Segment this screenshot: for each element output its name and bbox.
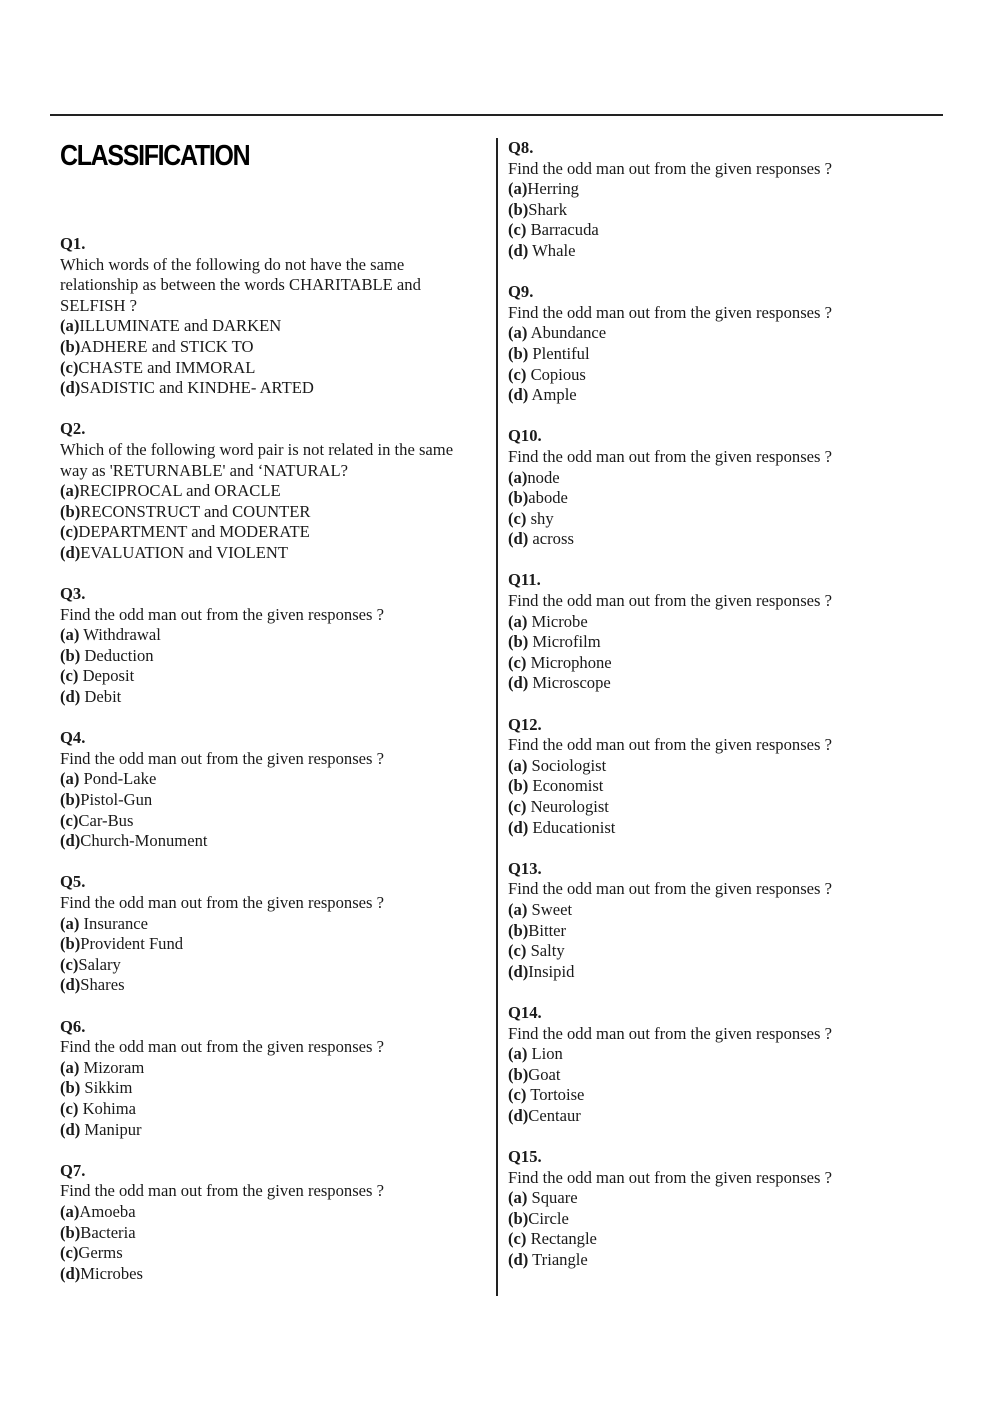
option-label: (b) (60, 790, 81, 810)
answer-option (60, 337, 480, 358)
option-label: (b) (60, 1222, 81, 1242)
option-text: Plentiful (528, 343, 590, 363)
option-label: (a) (60, 769, 80, 789)
option-text: Church-Monument (80, 831, 208, 851)
question-number: Q11. (508, 570, 541, 590)
question-text: Find the odd man out from the given responses ? (508, 1167, 832, 1187)
option-label: (a) (60, 481, 80, 501)
option-text: Copious (526, 364, 586, 384)
option-text: Pond-Lake (79, 769, 157, 789)
answer-option (508, 529, 928, 550)
option-label: (c) (508, 941, 527, 961)
answer-option (508, 756, 928, 777)
option-label: (a) (508, 179, 528, 199)
option-label: (c) (508, 220, 527, 240)
option-text: Deposit (78, 666, 135, 686)
option-text: Provident Fund (80, 934, 184, 954)
question-text: Find the odd man out from the given responses ? (508, 1023, 832, 1043)
option-text: Salary (78, 954, 121, 974)
option-text: RECONSTRUCT and COUNTER (80, 501, 311, 521)
right-column (508, 138, 928, 1291)
option-label: (d) (60, 542, 81, 562)
question-block (60, 419, 480, 563)
question-number: Q14. (508, 1002, 542, 1022)
option-text: Mizoram (79, 1057, 145, 1077)
option-text: Bacteria (80, 1222, 136, 1242)
answer-option (60, 625, 480, 646)
answer-option (508, 818, 928, 839)
option-label: (b) (60, 1078, 81, 1098)
option-text: EVALUATION and VIOLENT (80, 542, 288, 562)
question-block (508, 426, 928, 550)
option-text: Withdrawal (79, 625, 161, 645)
option-label: (d) (508, 817, 529, 837)
option-text: shy (526, 508, 554, 528)
option-text: Shares (80, 975, 125, 995)
option-label: (d) (60, 975, 81, 995)
option-label: (b) (508, 343, 529, 363)
option-label: (a) (508, 323, 528, 343)
option-label: (d) (60, 687, 81, 707)
option-text: Barracuda (526, 220, 599, 240)
answer-option (60, 831, 480, 852)
answer-option (60, 1223, 480, 1244)
answer-option (60, 481, 480, 502)
answer-option (508, 488, 928, 509)
option-label: (d) (60, 1119, 81, 1139)
answer-option (508, 797, 928, 818)
option-label: (c) (508, 652, 527, 672)
answer-option (508, 1209, 928, 1230)
option-label: (d) (508, 1250, 529, 1270)
answer-option (60, 687, 480, 708)
answer-option (60, 914, 480, 935)
question-block (508, 1003, 928, 1127)
answer-option (508, 612, 928, 633)
answer-option (60, 1078, 480, 1099)
question-block (508, 715, 928, 839)
option-label: (b) (508, 199, 529, 219)
option-text: ILLUMINATE and DARKEN (79, 316, 282, 336)
option-label: (a) (60, 1057, 80, 1077)
option-label: (c) (508, 1229, 527, 1249)
option-text: RECIPROCAL and ORACLE (79, 481, 281, 501)
question-number: Q1. (60, 234, 86, 253)
question-block (508, 282, 928, 406)
answer-option (508, 1250, 928, 1271)
option-text: ADHERE and STICK TO (80, 336, 254, 356)
option-label: (a) (60, 316, 80, 336)
question-text: Find the odd man out from the given responses ? (508, 158, 832, 178)
option-text: Bitter (528, 920, 567, 940)
option-text: across (528, 529, 574, 549)
answer-option (508, 509, 928, 530)
option-text: Debit (80, 687, 122, 707)
option-text: Microfilm (528, 632, 601, 652)
answer-option (508, 241, 928, 262)
option-text: Rectangle (526, 1229, 597, 1249)
option-label: (c) (508, 797, 527, 816)
option-text: Kohima (78, 1098, 137, 1118)
answer-option (60, 666, 480, 687)
option-label: (c) (60, 522, 79, 542)
answer-option (60, 769, 480, 790)
answer-option (60, 1120, 480, 1141)
question-block (60, 234, 480, 399)
option-label: (a) (508, 611, 528, 631)
option-text: Circle (528, 1208, 569, 1228)
question-text: Find the odd man out from the given responses ? (60, 1181, 384, 1201)
question-number: Q6. (60, 1016, 86, 1036)
option-label: (b) (60, 501, 81, 521)
option-text: Insipid (528, 961, 575, 981)
question-text: Which words of the following do not have the same relationship as between the words CHARITABLE and SELFISH ? (60, 254, 421, 315)
option-text: Microscope (528, 673, 611, 693)
answer-option (60, 934, 480, 955)
answer-option (60, 811, 480, 832)
question-text: Which of the following word pair is not related in the same way as 'RETURNABLE' and ‘NATURAL? (60, 439, 454, 480)
option-text: Abundance (527, 323, 607, 343)
question-number: Q4. (60, 728, 86, 748)
option-label: (a) (508, 1044, 528, 1064)
option-label: (a) (60, 913, 80, 933)
answer-option (508, 921, 928, 942)
column-divider (496, 138, 498, 1296)
question-block (508, 859, 928, 983)
option-text: DEPARTMENT and MODERATE (78, 522, 310, 542)
answer-option (60, 1243, 480, 1264)
answer-option (508, 1044, 928, 1065)
option-label: (d) (508, 529, 529, 549)
option-label: (d) (60, 378, 81, 398)
answer-option (508, 468, 928, 489)
option-text: Insurance (79, 913, 149, 933)
question-block (508, 570, 928, 694)
option-text: Microphone (526, 652, 612, 672)
answer-option (60, 1264, 480, 1285)
option-text: Square (527, 1188, 578, 1208)
option-text: Microbe (527, 611, 588, 631)
option-text: Whale (528, 240, 576, 260)
option-text: Lion (527, 1044, 563, 1064)
answer-option (60, 1058, 480, 1079)
answer-option (508, 653, 928, 674)
question-block (60, 1161, 480, 1285)
answer-option (508, 632, 928, 653)
option-label: (a) (60, 1201, 80, 1221)
question-text: Find the odd man out from the given responses ? (508, 879, 832, 899)
option-label: (b) (60, 336, 81, 356)
answer-option (60, 975, 480, 996)
option-label: (d) (508, 1105, 529, 1125)
question-block (508, 138, 928, 262)
option-label: (b) (508, 1208, 529, 1228)
option-label: (d) (508, 385, 529, 405)
question-text: Find the odd man out from the given responses ? (508, 591, 832, 611)
option-label: (a) (508, 1188, 528, 1208)
answer-option (508, 1065, 928, 1086)
answer-option (508, 962, 928, 983)
option-text: Centaur (528, 1105, 581, 1125)
answer-option (60, 1202, 480, 1223)
option-label: (c) (60, 954, 79, 974)
option-text: CHASTE and IMMORAL (78, 357, 256, 377)
option-label: (c) (508, 1085, 527, 1105)
option-label: (b) (60, 645, 81, 665)
answer-option (508, 385, 928, 406)
option-label: (d) (508, 961, 529, 981)
question-number: Q3. (60, 584, 86, 604)
option-text: Germs (78, 1243, 123, 1263)
answer-option (60, 646, 480, 667)
option-label: (c) (60, 1098, 79, 1118)
answer-option (508, 1085, 928, 1106)
answer-option (60, 522, 480, 543)
answer-option (60, 358, 480, 379)
answer-option (508, 200, 928, 221)
option-label: (c) (508, 508, 527, 528)
option-text: SADISTIC and KINDHE- ARTED (80, 378, 314, 398)
option-text: Deduction (80, 645, 154, 665)
option-text: Sociologist (527, 755, 607, 775)
question-text: Find the odd man out from the given responses ? (60, 604, 384, 624)
option-label: (b) (508, 776, 529, 796)
left-column (60, 234, 480, 1305)
question-block (60, 872, 480, 996)
option-text: Ample (528, 385, 577, 405)
answer-option (60, 790, 480, 811)
answer-option (508, 1106, 928, 1127)
answer-option (508, 941, 928, 962)
option-text: Salty (526, 941, 565, 961)
option-label: (d) (508, 240, 529, 260)
option-label: (c) (60, 666, 79, 686)
header-rule (50, 114, 943, 116)
option-text: Car-Bus (78, 810, 134, 830)
answer-option (60, 1099, 480, 1120)
question-number: Q10. (508, 426, 542, 446)
answer-option (508, 220, 928, 241)
option-text: Pistol-Gun (80, 790, 153, 810)
option-label: (c) (60, 1243, 79, 1263)
answer-option (508, 1229, 928, 1250)
option-label: (c) (60, 810, 79, 830)
question-text: Find the odd man out from the given responses ? (60, 893, 384, 912)
question-block (60, 584, 480, 708)
answer-option (508, 673, 928, 694)
option-label: (d) (60, 831, 81, 851)
question-number: Q7. (60, 1160, 86, 1180)
option-label: (d) (60, 1263, 81, 1283)
option-text: Economist (528, 776, 604, 796)
question-text: Find the odd man out from the given responses ? (508, 735, 832, 755)
option-label: (b) (508, 920, 529, 940)
question-text: Find the odd man out from the given responses ? (60, 748, 384, 768)
option-label: (a) (508, 899, 528, 919)
answer-option (60, 543, 480, 564)
question-block (60, 1017, 480, 1141)
question-number: Q15. (508, 1147, 542, 1167)
answer-option (508, 1188, 928, 1209)
option-label: (a) (60, 625, 80, 645)
question-text: Find the odd man out from the given responses ? (60, 1037, 384, 1057)
answer-option (60, 316, 480, 337)
answer-option (60, 378, 480, 399)
answer-option (60, 955, 480, 976)
option-text: Tortoise (526, 1085, 585, 1105)
option-text: Microbes (80, 1263, 143, 1283)
question-block (60, 728, 480, 852)
option-label: (a) (508, 467, 528, 487)
answer-option (508, 179, 928, 200)
option-label: (a) (508, 755, 528, 775)
option-text: Sikkim (80, 1078, 133, 1098)
question-number: Q9. (508, 282, 534, 302)
option-label: (c) (60, 357, 79, 377)
answer-option (508, 776, 928, 797)
question-text: Find the odd man out from the given responses ? (508, 446, 832, 466)
option-text: Shark (528, 199, 567, 219)
answer-option (60, 502, 480, 523)
option-label: (d) (508, 673, 529, 693)
question-text: Find the odd man out from the given responses ? (508, 302, 832, 322)
answer-option (508, 365, 928, 386)
option-text: Herring (527, 179, 579, 199)
option-text: node (527, 467, 560, 487)
option-text: Goat (528, 1064, 561, 1084)
option-label: (c) (508, 364, 527, 384)
option-label: (b) (508, 632, 529, 652)
page-title: CLASSIFICATION (60, 140, 250, 172)
question-number: Q13. (508, 858, 542, 878)
question-block (508, 1147, 928, 1271)
answer-option (508, 323, 928, 344)
option-label: (b) (508, 1064, 529, 1084)
option-text: Amoeba (79, 1201, 136, 1221)
option-text: abode (528, 488, 568, 508)
question-number: Q2. (60, 419, 86, 439)
question-number: Q12. (508, 714, 542, 734)
answer-option (508, 900, 928, 921)
question-number: Q8. (508, 138, 534, 157)
option-label: (b) (508, 488, 529, 508)
option-label: (b) (60, 934, 81, 954)
question-number: Q5. (60, 872, 86, 892)
answer-option (508, 344, 928, 365)
option-text: Educationist (528, 817, 616, 837)
option-text: Manipur (80, 1119, 142, 1139)
option-text: Neurologist (526, 797, 609, 816)
option-text: Triangle (528, 1250, 588, 1270)
option-text: Sweet (527, 899, 573, 919)
